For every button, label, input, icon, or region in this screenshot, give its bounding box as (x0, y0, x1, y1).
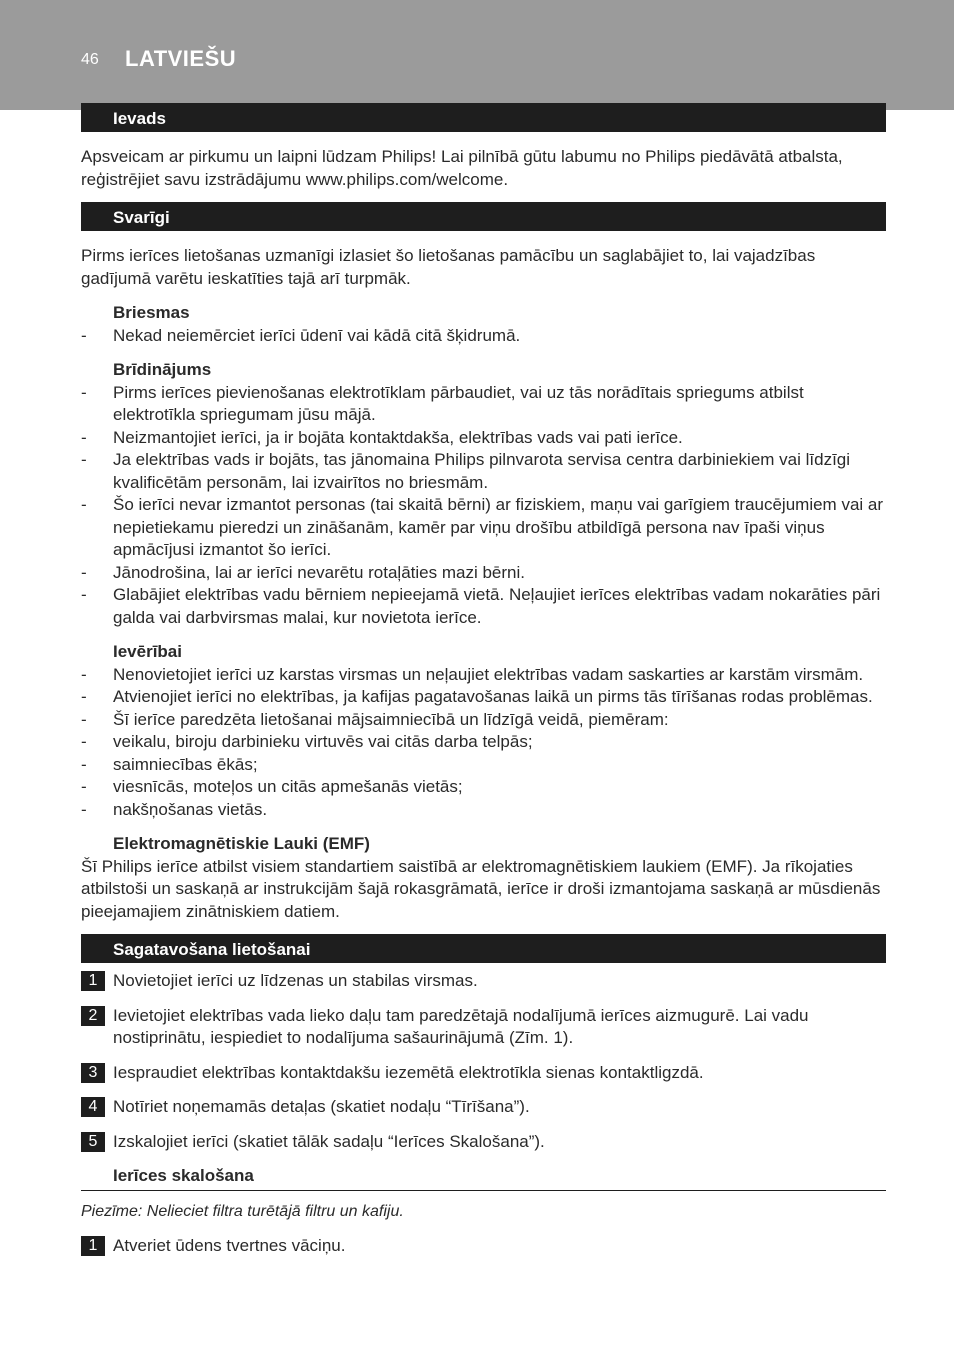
intro-text: Apsveicam ar pirkumu un laipni lūdzam Philips! Lai pilnībā gūtu labumu no Philips piedāvātā atbalsta, reģistrējiet savu izstrādājumu www.philips.com/welcome. (81, 147, 843, 189)
step-text: Izskalojiet ierīci (skatiet tālāk sadaļu “Ierīces Skalošana”). (113, 1131, 545, 1151)
divider (81, 1190, 886, 1191)
danger-list (81, 325, 886, 348)
list-item: - Nekad neiemērciet ierīci ūdenī vai kādā citā šķidrumā. (81, 325, 521, 345)
emf-text: Šī Philips ierīce atbilst visiem standartiem saistībā ar elektromagnētiskiem laukiem (EMF). Ja rīkojaties atbilstoši un saskaņā ar instrukcijām šajā rokasgrāmatā, ierīce ir droši izmantojama saskaņā ar mūsdienās pieejamajiem zinātniskiem datiem. (81, 856, 881, 921)
step-item (81, 1235, 886, 1258)
list-item: - Šo ierīci nevar izmantot personas (tai skaitā bērni) ar fiziskiem, maņu vai garīgiem traucējumiem vai ar nepietiekamu pieredzi un zināšanām, kamēr par viņu drošību atbildīgā persona nav īpaši viņus apmācījusi izmantot šo ierīci. (81, 495, 884, 559)
section-title-prepare: Sagatavošana lietošanai (81, 934, 886, 963)
step-number: 2 (81, 1006, 105, 1026)
page-number: 46 (81, 51, 99, 68)
step-text: Notīriet noņemamās detaļas (skatiet nodaļu “Tīrīšana”). (113, 1097, 530, 1116)
list-item: - nakšņošanas vietās. (81, 799, 268, 819)
rinse-note: Piezīme: Nelieciet filtra turētājā filtru un kafiju. (81, 1202, 404, 1220)
emf-heading: Elektromagnētiskie Lauki (EMF) (113, 834, 370, 853)
list-item: - Glabājiet elektrības vadu bērniem nepieejamā vietā. Neļaujiet ierīces elektrības vadam nokarāties pāri galda vai darbvirsmas malai, kur novietota ierīce. (81, 585, 881, 627)
caution-heading: Ievērībai (113, 642, 182, 661)
language-title: LATVIEŠU (125, 46, 237, 71)
list-item: - Atvienojiet ierīci no elektrības, ja kafijas pagatavošanas laikā un pirms tās tīrīšanas rodas problēmas. (81, 687, 873, 706)
step-item (81, 1062, 886, 1085)
step-item (81, 1096, 886, 1119)
step-item (81, 1131, 886, 1154)
list-item: - Jānodrošina, lai ar ierīci nevarētu rotaļāties mazi bērni. (81, 562, 525, 582)
step-text: Ievietojiet elektrības vada lieko daļu tam paredzētajā nodalījumā ierīces aizmugurē. Lai vadu nostiprinātu, iespiediet to nodalījuma sašaurinājumā (Zīm. 1). (113, 1005, 809, 1047)
important-text: Pirms ierīces lietošanas uzmanīgi izlasiet šo lietošanas pamācību un saglabājiet to, lai vajadzības gadījumā varētu ieskatīties tajā arī turpmāk. (81, 246, 816, 288)
caution-list (81, 664, 886, 822)
manual-content (81, 103, 886, 1270)
section-title-intro: Ievads (81, 103, 886, 132)
step-text: Atveriet ūdens tvertnes vāciņu. (113, 1236, 346, 1255)
prepare-steps (81, 970, 886, 1153)
rinse-heading: Ierīces skalošana (113, 1166, 254, 1185)
rinse-steps (81, 1235, 886, 1258)
page-header (0, 0, 954, 110)
step-number: 4 (81, 1097, 105, 1117)
list-item: - Šī ierīce paredzēta lietošanai mājsaimniecībā un līdzīgā veidā, piemēram: (81, 709, 669, 729)
section-title-important: Svarīgi (81, 202, 886, 231)
list-item: - saimniecības ēkās; (81, 754, 258, 774)
danger-heading: Briesmas (113, 303, 190, 322)
list-item: - Neizmantojiet ierīci, ja ir bojāta kontaktdakša, elektrības vads vai pati ierīce. (81, 427, 683, 447)
step-text: Novietojiet ierīci uz līdzenas un stabilas virsmas. (113, 971, 478, 990)
list-item: - Pirms ierīces pievienošanas elektrotīklam pārbaudiet, vai uz tās norādītais spriegums atbilst elektrotīkla spriegumam jūsu mājā. (81, 382, 804, 424)
warning-heading: Brīdinājums (113, 360, 212, 379)
step-number: 1 (81, 971, 105, 991)
step-number: 5 (81, 1132, 105, 1152)
step-number: 1 (81, 1236, 105, 1256)
list-item: - Nenovietojiet ierīci uz karstas virsmas un neļaujiet elektrības vadam saskarties ar karstām virsmām. (81, 664, 864, 684)
step-number: 3 (81, 1063, 105, 1083)
list-item: - veikalu, biroju darbinieku virtuvēs vai citās darba telpās; (81, 732, 533, 751)
step-text: Iespraudiet elektrības kontaktdakšu iezemētā elektrotīkla sienas kontaktligzdā. (113, 1062, 704, 1082)
list-item: - Ja elektrības vads ir bojāts, tas jānomaina Philips pilnvarota servisa centra darbiniekiem vai līdzīgi kvalificētām personām, lai izvairītos no briesmām. (81, 450, 851, 492)
list-item: - viesnīcās, moteļos un citās apmešanās vietās; (81, 777, 463, 796)
step-item (81, 1005, 886, 1050)
step-item (81, 970, 886, 993)
warning-list (81, 382, 886, 630)
